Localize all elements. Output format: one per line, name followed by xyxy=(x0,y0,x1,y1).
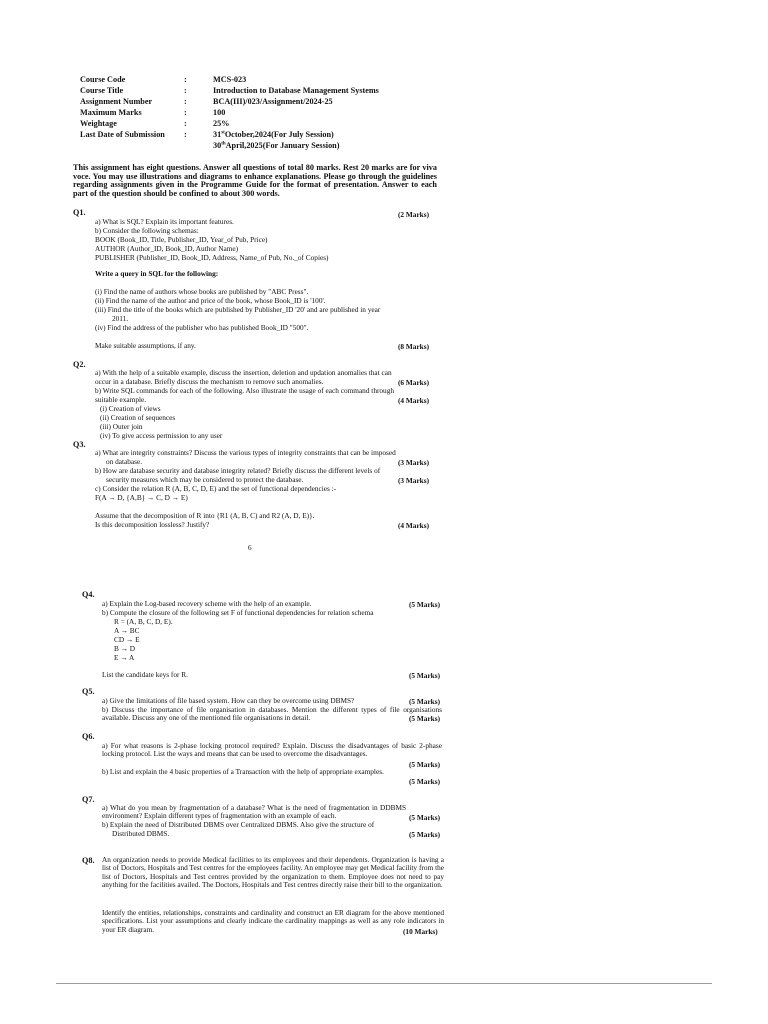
value: Introduction to Database Management Systems xyxy=(213,86,379,95)
question-text: b) Write SQL commands for each of the following. Also illustrate the usage of each command through xyxy=(95,386,395,395)
colon: : xyxy=(184,119,187,128)
functional-dependencies: F(A → D, {A,B} → C, D → E) xyxy=(95,493,188,502)
question-text: a) For what reasons is 2-phase locking protocol required? Explain. Discuss the disadvantages of basic 2-phase locking protocol. List the ways and means that can be used to overcome the disadvantages. xyxy=(102,741,442,759)
question-text: a) With the help of a suitable example, discuss the insertion, deletion and updation anomalies that can xyxy=(95,368,392,377)
list-item: (iii) Find the title of the books which are published by Publisher_ID '20' and are published in year xyxy=(95,305,381,314)
label: Last Date of Submission xyxy=(80,130,165,139)
question-text: b) Consider the following schemas: xyxy=(95,226,199,235)
list-item: (iv) Find the address of the publisher who has published Book_ID "500". xyxy=(95,323,309,332)
value: MCS-023 xyxy=(213,75,247,84)
colon: : xyxy=(184,108,187,117)
date-day: 30 xyxy=(213,141,222,150)
question-text: b) List and explain the 4 basic properties of a Transaction with the help of appropriate examples. xyxy=(102,767,384,776)
instructions-paragraph: This assignment has eight questions. Answer all questions of total 80 marks. Rest 20 marks are for viva voce. You may use illustrations and diagrams to enhance explanations. Please go through the guidelines regarding assignments given in the Programme Guide for the format of presentation. Answer to each part of the question should be confined to about 300 words. xyxy=(73,163,437,198)
schema-text: AUTHOR (Author_ID, Book_ID, Author Name) xyxy=(95,244,239,253)
label: Course Title xyxy=(80,86,124,95)
marks-label: (5 Marks) xyxy=(409,714,441,723)
marks-label: (3 Marks) xyxy=(398,476,430,485)
schema-text: PUBLISHER (Publisher_ID, Book_ID, Address, Name_of Pub, No._of Copies) xyxy=(95,253,329,262)
question-text: occur in a database. Briefly discuss the mechanism to remove such anomalies. xyxy=(95,377,324,386)
list-item: (iv) To give access permission to any user xyxy=(100,431,223,440)
footer-divider xyxy=(56,983,712,984)
functional-dependency: E → A xyxy=(114,653,135,662)
colon: : xyxy=(184,86,187,95)
list-item: (i) Creation of views xyxy=(100,404,161,413)
question-text: security measures which may be considered to protect the database. xyxy=(106,475,304,484)
value xyxy=(213,141,339,151)
value: BCA(III)/023/Assignment/2024-25 xyxy=(213,97,333,106)
colon: : xyxy=(184,97,187,106)
question-text: on database. xyxy=(106,457,143,466)
question-text: Identify the entities, relationships, constraints and cardinality and construct an ER diagram for the above mentioned specifications. List your assumptions and clearly indicate the cardinality mappings as well as any role indicators in your ER diagram. xyxy=(102,908,444,934)
question-text: a) What are integrity constraints? Discuss the various types of integrity constraints that can be imposed xyxy=(95,448,396,457)
list-item: (iii) Outer join xyxy=(100,422,143,431)
date-rest: April,2025(For January Session) xyxy=(225,141,340,150)
question-text: Is this decomposition lossless? Justify? xyxy=(95,520,210,529)
marks-label: (8 Marks) xyxy=(398,342,430,351)
marks-label: (4 Marks) xyxy=(398,396,430,405)
question-text: b) Compute the closure of the following set F of functional dependencies for relation schema xyxy=(102,608,374,617)
question-text: An organization needs to provide Medical facilities to its employees and their dependents. Organization is having a list of Doctors, Hospitals and Test centres for the employees facility. An employee may get Medical facility from the list of Doctors, Hospitals and Test centres provided by the organization to them. Employee does not need to pay anything for the facilities availed. The Doctors, Hospitals and Test centres directly raise their bill to the organization. xyxy=(102,855,444,890)
date-suffix: st xyxy=(221,130,225,136)
functional-dependency: B → D xyxy=(114,644,136,653)
marks-label: (5 Marks) xyxy=(409,830,441,839)
colon: : xyxy=(184,130,187,139)
question-text: suitable example. xyxy=(95,395,147,404)
marks-label: (5 Marks) xyxy=(409,777,441,786)
page-number: 6 xyxy=(248,543,252,552)
date-suffix: th xyxy=(221,141,226,147)
marks-label: (5 Marks) xyxy=(409,600,441,609)
sub-heading: Write a query in SQL for the following: xyxy=(95,269,219,278)
marks-label: (6 Marks) xyxy=(398,378,430,387)
question-number: Q2. xyxy=(73,360,86,369)
question-text: c) Consider the relation R (A, B, C, D, E) and the set of functional dependencies :- xyxy=(95,484,337,493)
question-text: Assume that the decomposition of R into {R1 (A, B, C) and R2 (A, D, E)}. xyxy=(95,511,315,520)
marks-label: (10 Marks) xyxy=(403,927,438,936)
question-number: Q5. xyxy=(82,687,95,696)
list-item: 2011. xyxy=(112,314,129,323)
value: 100 xyxy=(213,108,226,117)
label: Assignment Number xyxy=(80,97,153,106)
question-text: a) Give the limitations of file based system. How can they be overcome using DBMS? xyxy=(102,696,355,705)
relation-schema: R = (A, B, C, D, E). xyxy=(114,617,173,626)
question-number: Q1. xyxy=(73,208,86,217)
value: 25% xyxy=(213,119,230,128)
question-number: Q8. xyxy=(82,856,95,865)
label: Maximum Marks xyxy=(80,108,142,117)
label: Weightage xyxy=(80,119,117,128)
marks-label: (5 Marks) xyxy=(409,813,441,822)
marks-label: (4 Marks) xyxy=(398,521,430,530)
date-rest: October,2024(For July Session) xyxy=(224,130,334,139)
marks-label: (5 Marks) xyxy=(409,697,441,706)
question-number: Q4. xyxy=(82,590,95,599)
question-text: b) How are database security and database integrity related? Briefly discuss the different levels of xyxy=(95,466,381,475)
marks-label: (2 Marks) xyxy=(398,210,430,219)
list-item: (ii) Creation of sequences xyxy=(100,413,176,422)
colon: : xyxy=(184,75,187,84)
marks-label: (5 Marks) xyxy=(409,760,441,769)
question-number: Q7. xyxy=(82,795,95,804)
question-text: b) Explain the need of Distributed DBMS over Centralized DBMS. Also give the structure of xyxy=(102,820,375,829)
list-item: (i) Find the name of authors whose books are published by "ABC Press". xyxy=(95,287,309,296)
marks-label: (3 Marks) xyxy=(398,458,430,467)
functional-dependency: CD → E xyxy=(114,635,140,644)
question-text: a) What do you mean by fragmentation of a database? What is the need of fragmentation in DDBMS environment? Explain different types of fragmentation with an example of each. xyxy=(102,803,406,821)
question-text: b) Discuss the importance of file organisation in databases. Mention the different types of file organisations available. Discuss any one of the mentioned file organisations in detail. xyxy=(102,705,442,723)
question-text: a) Explain the Log-based recovery scheme with the help of an example. xyxy=(102,599,312,608)
schema-text: BOOK (Book_ID, Title, Publisher_ID, Year_of Pub, Price) xyxy=(95,235,268,244)
question-number: Q3. xyxy=(73,440,86,449)
question-text: List the candidate keys for R. xyxy=(102,670,188,679)
date-day: 31 xyxy=(213,130,222,139)
list-item: (ii) Find the name of the author and price of the book, whose Book_ID is '100'. xyxy=(95,296,326,305)
label: Course Code xyxy=(80,75,126,84)
marks-label: (5 Marks) xyxy=(409,671,441,680)
functional-dependency: A → BC xyxy=(114,626,140,635)
question-text: Make suitable assumptions, if any. xyxy=(95,341,196,350)
question-text: a) What is SQL? Explain its important features. xyxy=(95,217,234,226)
question-text: Distributed DBMS. xyxy=(112,829,170,838)
question-number: Q6. xyxy=(82,732,95,741)
value xyxy=(213,130,334,140)
